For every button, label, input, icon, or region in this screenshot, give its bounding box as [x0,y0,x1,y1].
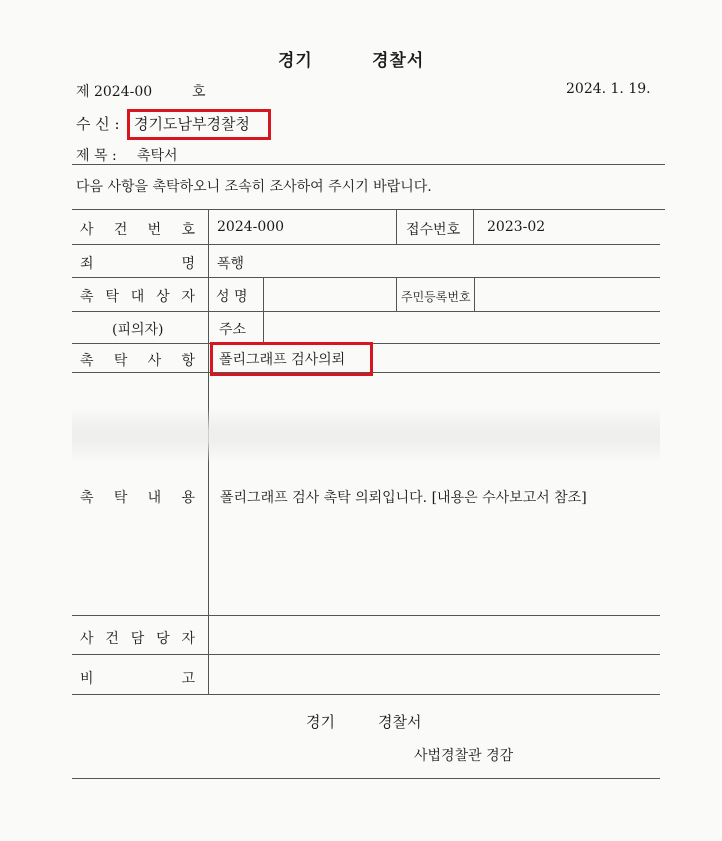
doc-number: 제 2024-00 [76,84,153,100]
table-column-divider [473,209,474,244]
rule-line [72,164,665,165]
table-top-border [72,209,665,210]
suspect-label: (피의자) [112,322,164,338]
table-column-divider [396,277,397,311]
table-column-divider [474,277,475,311]
content-label: 촉 탁 내 용 [80,490,195,506]
charge-value: 폭행 [217,256,245,272]
subject-label: 제 목 : [76,148,117,164]
content-value: 폴리그래프 검사 촉탁 의뢰입니다. [내용은 수사보고서 참조] [220,490,587,506]
doc-number-suffix: 호 [192,84,206,100]
title-org: 경기 [278,51,313,71]
name-label: 성 명 [216,289,248,305]
recipient-highlight-box [127,109,271,140]
subject-value: 촉탁서 [137,148,178,164]
table-column-divider [263,277,264,343]
table-row-divider [72,654,660,655]
address-label: 주소 [219,322,247,338]
intro-text: 다음 사항을 촉탁하오니 조속히 조사하여 주시기 바랍니다. [76,179,432,195]
target-label: 촉 탁 대 상 자 [80,289,195,305]
table-row-divider [72,615,660,616]
footer-officer: 사법경찰관 경감 [414,748,514,764]
rrn-label: 주민등록번호 [401,290,471,304]
item-value: 폴리그래프 검사의뢰 [219,352,346,368]
officer-label: 사 건 담 당 자 [80,631,195,647]
table-row-divider [72,244,660,245]
receipt-number-value: 2023-02 [487,219,546,235]
receipt-number-label: 접수번호 [406,222,461,238]
recipient-value: 경기도남부경찰청 [134,115,250,133]
table-bottom-border [72,694,660,695]
table-row-divider [72,277,660,278]
charge-label: 죄 명 [80,256,195,272]
title-station: 경찰서 [372,51,425,71]
remarks-label: 비 고 [80,671,195,687]
item-label: 촉 탁 사 항 [80,353,195,369]
table-row-divider [72,311,660,312]
recipient-label: 수 신 : [76,115,120,133]
footer-station: 경찰서 [378,713,422,731]
doc-date: 2024. 1. 19. [566,81,651,97]
table-column-divider [396,209,397,244]
footer-rule-line [72,778,660,779]
footer-org: 경기 [306,713,335,731]
case-number-label: 사 건 번 호 [80,222,195,238]
case-number-value: 2024-000 [217,219,285,235]
item-highlight-box [210,342,373,376]
scan-artifact [72,408,660,463]
